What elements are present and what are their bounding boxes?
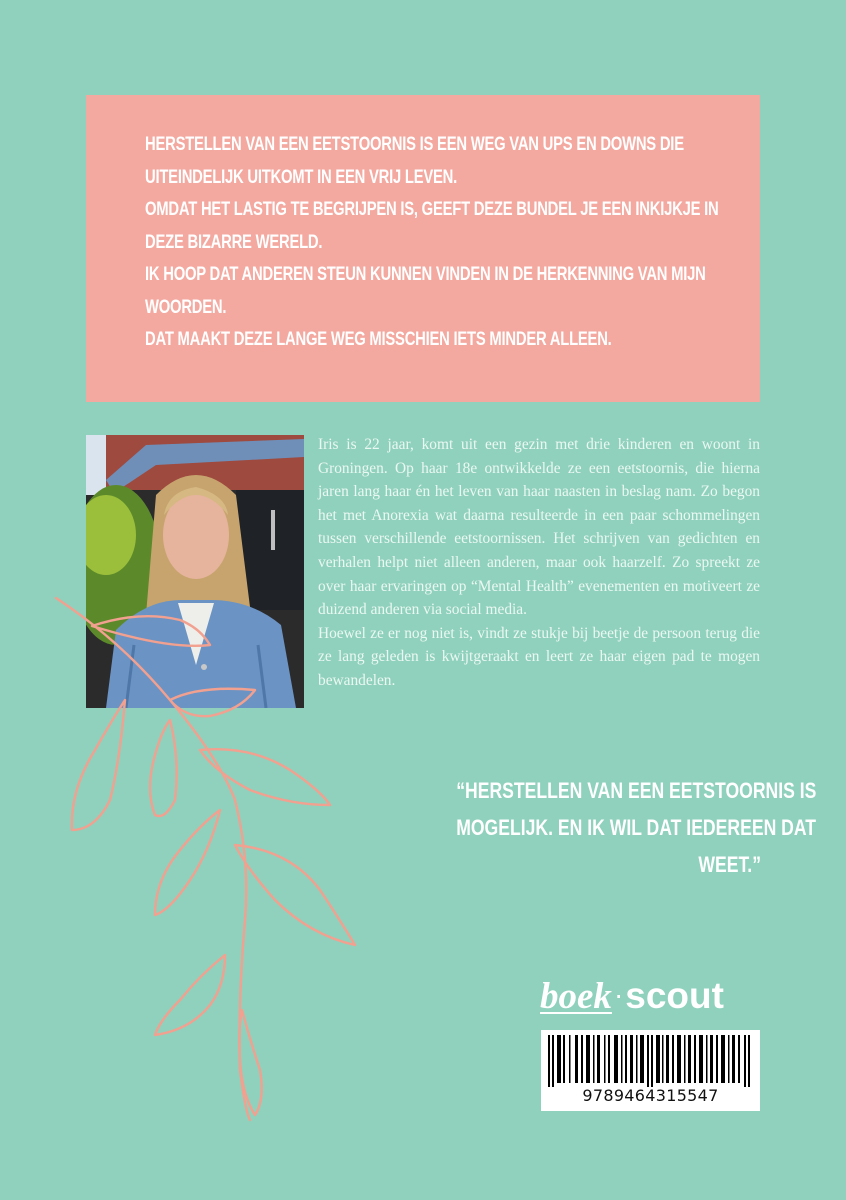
bio-paragraph: Hoewel ze er nog niet is, vindt ze stukje bij beetje de persoon terug die ze lang geleden is kwijtgeraakt en leert ze haar eigen pad te mogen bewandelen. bbox=[318, 624, 760, 689]
blurb-line: WOORDEN. bbox=[145, 296, 227, 318]
blurb-line: HERSTELLEN VAN EEN EETSTOORNIS IS EEN WEG VAN UPS EN DOWNS DIE bbox=[145, 134, 684, 155]
blurb-panel bbox=[86, 95, 760, 402]
quote-line: MOGELIJK. EN IK WIL DAT IEDEREEN DAT bbox=[456, 815, 817, 840]
publisher-logo bbox=[540, 972, 762, 1018]
isbn-barcode bbox=[541, 1030, 760, 1111]
bio-paragraph: Iris is 22 jaar, komt uit een gezin met drie kinderen en woont in Groningen. Op haar 18e ontwikkelde ze een eetstoornis, die hierna jaren lang haar én het leven van haar naasten in beslag nam. Zo begon het met Anorexia wat daarna resulteerde in een paar schommelingen tussen verschillende eetstoornissen. Het schrijven van gedichten en verhalen helpt niet alleen anderen, maar ook haarzelf. Zo spreekt ze over haar ervaringen op “Mental Health” evenementen en motiveert ze duizend anderen via social media. bbox=[318, 436, 760, 619]
isbn-number: 9789464315547 bbox=[582, 1086, 719, 1105]
blurb-line: DEZE BIZARRE WERELD. bbox=[145, 231, 323, 253]
barcode-bars-icon bbox=[548, 1035, 753, 1087]
author-photo bbox=[86, 435, 304, 708]
quote-line: WEET.” bbox=[698, 852, 761, 877]
blurb-line: DAT MAAKT DEZE LANGE WEG MISSCHIEN IETS MINDER ALLEEN. bbox=[145, 329, 612, 350]
logo-part-boek: boek bbox=[540, 976, 612, 1017]
logo-part-scout: scout bbox=[625, 975, 724, 1016]
author-bio bbox=[318, 433, 760, 693]
quote-line: “HERSTELLEN VAN EEN EETSTOORNIS IS bbox=[456, 778, 817, 803]
blurb-line: OMDAT HET LASTIG TE BEGRIJPEN IS, GEEFT DEZE BUNDEL JE EEN INKIJKJE IN bbox=[145, 199, 719, 220]
blurb-line: UITEINDELIJK UITKOMT IN EEN VRIJ LEVEN. bbox=[145, 166, 458, 188]
portrait-illustration bbox=[86, 435, 304, 708]
logo-separator: · bbox=[613, 979, 624, 1010]
blurb-line: IK HOOP DAT ANDEREN STEUN KUNNEN VINDEN IN DE HERKENNING VAN MIJN bbox=[145, 264, 706, 285]
pull-quote bbox=[380, 772, 817, 883]
